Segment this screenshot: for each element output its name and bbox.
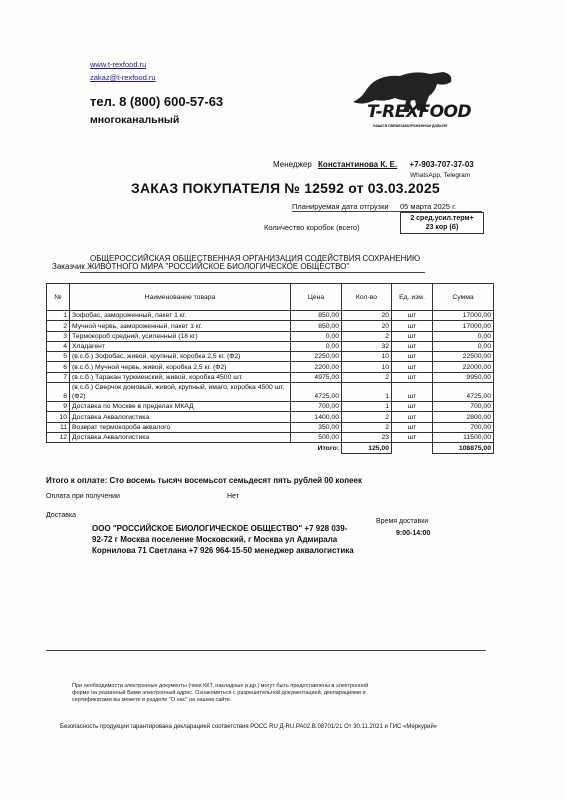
cell-number: 2 [47, 321, 70, 331]
cell-number: 3 [47, 331, 70, 341]
cell-unit: шт [392, 352, 433, 362]
footer-note-line-1: При необходимости электронные документы (чеки ККТ, накладные и др.) могут быть предоставлены в электронной [72, 683, 369, 689]
cell-number: 10 [47, 412, 70, 422]
cell-qty: 2 [342, 372, 392, 382]
cell-qty: 10 [342, 362, 392, 372]
cell-name: (в.с.б.) Сверчок домовый, живой, крупный, имаго, коробка 4500 шт. (Ф2) [70, 383, 291, 402]
planned-date-label: Планируемая дата отгрузки [292, 202, 389, 211]
cell-number: 1 [47, 311, 70, 321]
col-number-header: № [47, 284, 70, 311]
cell-number: 11 [47, 422, 70, 432]
customer-org-line-1: ОБЩЕРОССИЙСКАЯ ОБЩЕСТВЕННАЯ ОРГАНИЗАЦИЯ СОДЕЙСТВИЯ СОХРАНЕНИЮ [90, 254, 421, 263]
cell-sum: 9950,00 [433, 372, 494, 382]
cell-price: 500,00 [291, 432, 342, 442]
cell-number: 4 [47, 341, 70, 351]
cell-sum: 22000,00 [433, 362, 494, 372]
manager-label: Менеджер [273, 160, 312, 169]
table-row [47, 331, 494, 341]
table-row [47, 432, 494, 442]
col-price-header: Цена [291, 284, 342, 311]
cell-qty: 2 [342, 422, 392, 432]
cell-sum: 11500,00 [433, 432, 494, 442]
cell-sum: 700,00 [433, 402, 494, 412]
cell-price: 850,00 [291, 311, 342, 321]
total-label: Итого: [317, 445, 339, 453]
col-unit-header: Ед. изм. [392, 284, 433, 311]
table-row [47, 362, 494, 372]
cell-name: (в.с.б.) Мучной червь, живой, коробка 2,5 кг. (Ф2) [70, 362, 291, 372]
total-in-words: Итого к оплате: Сто восемь тысяч восемьсот семьдесят пять рублей 00 копеек [46, 476, 362, 485]
website-link[interactable]: www.t-rexfood.ru [90, 60, 147, 69]
table-row [47, 402, 494, 412]
table-row [47, 341, 494, 351]
logo-text: T-REXFOOD [367, 102, 472, 122]
cell-name: Доставка по Москве в пределах МКАД [70, 402, 291, 412]
footer-note-line-3: сертификатами вы можете в разделе "О нас" на нашем сайте. [72, 697, 232, 703]
cell-sum: 0,00 [433, 331, 494, 341]
cell-sum: 2800,00 [433, 412, 494, 422]
cell-qty: 2 [342, 331, 392, 341]
cell-sum: 0,00 [433, 341, 494, 351]
delivery-time-label: Время доставки [376, 518, 429, 525]
cell-unit: шт [392, 311, 433, 321]
logo-tagline: НАШИ В СВЕЖЕЗАМОРОЖЕННОМ ДОБЫЧЕ [373, 124, 448, 128]
cell-qty: 20 [342, 311, 392, 321]
manager-line [273, 160, 474, 169]
cell-sum: 4725,00 [433, 383, 494, 402]
payment-on-receipt-label: Оплата при получении [46, 493, 120, 500]
cell-qty: 1 [342, 402, 392, 412]
cell-sum: 22500,00 [433, 352, 494, 362]
total-sum: 108875,00 [433, 443, 494, 453]
table-row [47, 321, 494, 331]
cell-unit: шт [392, 331, 433, 341]
table-header-row [47, 284, 494, 311]
order-title: ЗАКАЗ ПОКУПАТЕЛЯ № 12592 от 03.03.2025 [131, 180, 440, 196]
delivery-time-value: 9:00-14:00 [396, 530, 431, 537]
cell-unit: шт [392, 402, 433, 412]
table-row [47, 372, 494, 382]
cell-price: 1400,00 [291, 412, 342, 422]
cell-number: 8 [47, 383, 70, 402]
cell-name: Хладагент [70, 341, 291, 351]
total-qty: 125,00 [342, 443, 392, 453]
manager-name: Константинова К. Е. [318, 160, 398, 169]
cell-qty: 10 [342, 352, 392, 362]
payment-on-receipt-value: Нет [227, 493, 239, 500]
delivery-label: Доставка [46, 512, 77, 519]
cell-price: 2250,00 [291, 352, 342, 362]
table-row [47, 422, 494, 432]
boxes-line-1: 2 сред.усил.терм+ [410, 215, 474, 222]
cell-unit: шт [392, 372, 433, 382]
cell-name: Доставка Аквалогистика [70, 412, 291, 422]
table-row [47, 383, 494, 402]
cell-sum: 17000,00 [433, 311, 494, 321]
boxes-label: Количество коробок (всего) [264, 223, 360, 232]
cell-qty: 1 [342, 383, 392, 402]
cell-price: 350,00 [291, 422, 342, 432]
table-row [47, 412, 494, 422]
company-phone: тел. 8 (800) 600-57-63 [90, 94, 224, 109]
cell-qty: 2 [342, 412, 392, 422]
cell-number: 7 [47, 372, 70, 382]
order-items-table [46, 283, 494, 454]
table-row [47, 311, 494, 321]
cell-number: 12 [47, 432, 70, 442]
cell-price: 700,00 [291, 402, 342, 412]
cell-price: 0,00 [291, 331, 342, 341]
cell-name: (в.с.б.) Зофобас, живой, крупный, коробка 2,5 кг. (Ф2) [70, 352, 291, 362]
cell-qty: 23 [342, 432, 392, 442]
delivery-address-line-3: Корнилова 71 Светлана +7 926 964-15-50 менеджер аквалогистика [92, 546, 354, 555]
delivery-address [92, 523, 354, 556]
cell-price: 4725,00 [291, 383, 342, 402]
cell-number: 9 [47, 402, 70, 412]
cell-sum: 17000,00 [433, 321, 494, 331]
col-sum-header: Сумма [433, 284, 494, 311]
cell-price: 4975,00 [291, 372, 342, 382]
planned-date-value: 05 марта 2025 г. [400, 202, 457, 211]
cell-unit: шт [392, 321, 433, 331]
cell-unit: шт [392, 383, 433, 402]
delivery-address-line-2: 92-72 г Москва поселение Московский, г Москва ул Адмирала [92, 535, 338, 544]
cell-number: 5 [47, 352, 70, 362]
cell-price: 850,00 [291, 321, 342, 331]
cell-name: Термокороб средний, усиленный (18 кг) [70, 331, 291, 341]
cell-qty: 32 [342, 341, 392, 351]
cell-name: (в.с.б.) Таракан туркменский, живой, коробка 4500 шт. [70, 372, 291, 382]
cell-price: 2200,00 [291, 362, 342, 372]
cell-name: Мучной червь, замороженный, пакет 1 кг. [70, 321, 291, 331]
col-name-header: Наименование товара [70, 284, 291, 311]
phone-note: многоканальный [90, 114, 180, 126]
manager-messengers: WhatsApp, Telegram [410, 172, 471, 179]
table-row [47, 352, 494, 362]
email-link[interactable]: zakaz@t-rexfood.ru [90, 73, 156, 82]
cell-unit: шт [392, 432, 433, 442]
cell-unit: шт [392, 362, 433, 372]
customer-org-line-2: ЖИВОТНОГО МИРА "РОССИЙСКОЕ БИОЛОГИЧЕСКОЕ ОБЩЕСТВО" [87, 262, 350, 271]
cell-unit: шт [392, 422, 433, 432]
cell-unit: шт [392, 412, 433, 422]
cell-unit: шт [392, 341, 433, 351]
manager-phone: +7-903-707-37-03 [409, 160, 474, 169]
cell-name: Возврат термокороба аквалого [70, 422, 291, 432]
boxes-count-box [400, 212, 484, 234]
customer-label: Заказчик [52, 262, 85, 271]
footer-note-line-2: форме на указанный Вами электронный адрес. Ознакомиться с разрешительной документацией, декларациями и [72, 690, 366, 696]
cell-name: Зофобас, замороженный, пакет 1 кг. [70, 311, 291, 321]
cell-name: Доставка Аквалогистика [70, 432, 291, 442]
cell-number: 6 [47, 362, 70, 372]
table-total-row [47, 443, 494, 453]
cell-sum: 700,00 [433, 422, 494, 432]
footer-guarantee: Безопасность продукции гарантирована декларацией соответствия РОСС RU Д-RU.PA02.В.08701/21 От 30.11.2021 и ГИС «Меркурий» [60, 724, 438, 730]
cell-price: 0,00 [291, 341, 342, 351]
boxes-line-2: 23 кор (б) [425, 224, 459, 231]
footer-note [72, 683, 492, 704]
trexfood-logo [345, 62, 480, 137]
col-qty-header: Кол-во [342, 284, 392, 311]
cell-qty: 20 [342, 321, 392, 331]
customer-line-2 [52, 262, 349, 271]
delivery-address-line-1: ООО "РОССИЙСКОЕ БИОЛОГИЧЕСКОЕ ОБЩЕСТВО" +7 928 039- [92, 524, 348, 533]
